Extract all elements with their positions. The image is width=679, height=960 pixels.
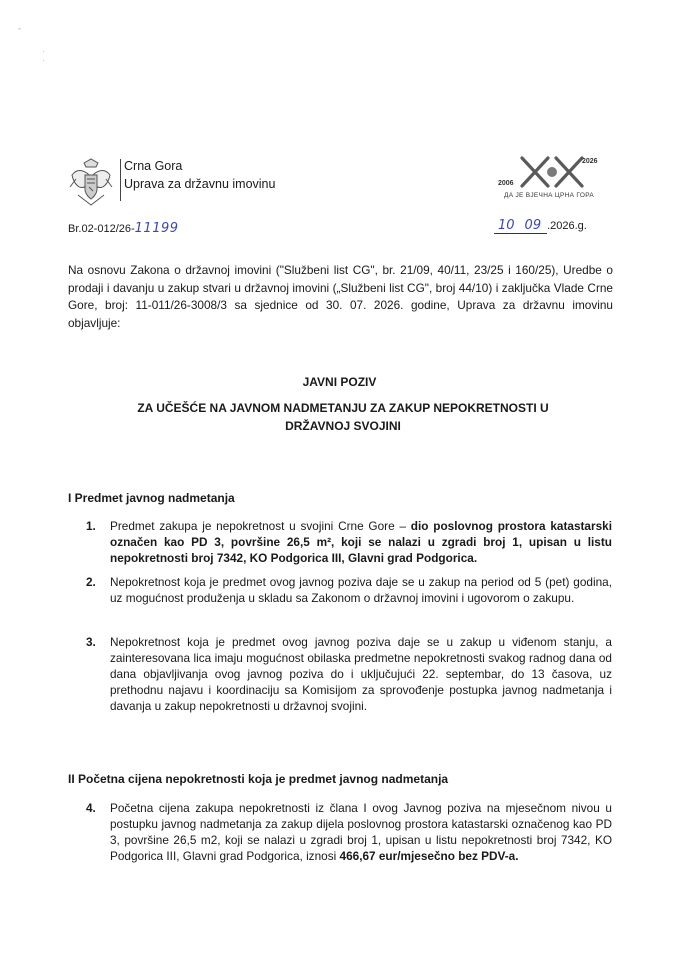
item-text-bold: dio poslovnog prostora katastarski označen kao PD 3, površine 26,5 m², koji se nalazi u zgradi broj 1, upisan u listu nepokretnosti broj 7342, KO Podgorica III, Glavni grad Podgorica. [110, 519, 612, 565]
reference-handwritten: 11199 [134, 221, 179, 236]
scan-mark-2: · · [42, 47, 45, 65]
logo-year-left: 2006 [498, 180, 514, 187]
item-text [110, 518, 612, 566]
item-text-plain: Početna cijena zakupa nepokretnosti iz člana I ovog Javnog poziva na mjesečnom nivou u postupku javnog nadmetanja za zakup dijela poslovnog prostora katastarski označenog kao PD 3, površine 26,5 m2, koji se nalazi u zgradi broj 1, upisan u listu nepokretnosti broj 7342, KO Podgorica III, Glavni grad Podgorica, iznosi [110, 801, 612, 863]
coat-of-arms-icon [68, 157, 114, 209]
date-day-handwritten: 10 [494, 218, 521, 234]
list-item [86, 634, 612, 714]
org-unit: Uprava za državnu imovinu [124, 177, 276, 191]
document-title: JAVNI POZIV [302, 375, 377, 389]
item-text-plain: Predmet zakupa je nepokretnost u svojini Crne Gore – [110, 519, 411, 533]
document-date [494, 218, 587, 234]
logo-year-right: 2026 [582, 158, 598, 165]
item-number: 2. [86, 575, 96, 589]
org-name: Crna Gora [124, 159, 183, 173]
scan-mark: ˆ [18, 27, 21, 37]
document-subtitle: ZA UČEŠĆE NA JAVNOM NADMETANJU ZA ZAKUP NEPOKRETNOSTI U DRŽAVNOJ SVOJINI [137, 401, 549, 433]
item-text: Nepokretnost koja je predmet ovog javnog poziva daje se u zakup u viđenom stanju, a zainteresovana lica imaju mogućnost obilaska predmetne nepokretnosti svakog radnog dana od dana objavljivanja ovog javnog poziva do i uključujući 22. septembar, do 13 časova, uz prethodnu najavu i koordinaciju sa Komisijom za sprovođenje postupka javnog nadmetanja i davanja u zakup nepokretnosti u državnoj svojini. [110, 635, 612, 713]
reference-prefix: Br.02-012/26- [68, 223, 135, 235]
letterhead-divider [120, 159, 121, 201]
logo-tagline: ДА ЈЕ ВЈЕЧНА ЦРНА ГОРА [504, 192, 595, 199]
date-month-handwritten: 09 [521, 218, 548, 234]
item-text [110, 800, 612, 864]
reference-number [68, 221, 179, 236]
list-item [86, 518, 612, 566]
list-item [86, 800, 612, 864]
list-item [86, 574, 612, 606]
anniversary-logo [498, 152, 608, 204]
item-number: 3. [86, 635, 96, 649]
section-heading: II Početna cijena nepokretnosti koja je predmet javnog nadmetanja [68, 772, 449, 786]
item-number: 1. [86, 519, 96, 533]
date-suffix: .2026.g. [547, 220, 587, 232]
intro-paragraph: Na osnovu Zakona o državnoj imovini ("Službeni list CG", br. 21/09, 40/11, 23/25 i 160/25), Uredbe o prodaji i davanju u zakup stvari u državnoj imovini („Službeni list CG", broj 44/10) i zaključka Vlade Crne Gore, broj: 11-011/26-3008/3 sa sjednice od 30. 07. 2026. godine, Uprava za državnu imovinu objavljuje: [68, 263, 613, 330]
item-text: Nepokretnost koja je predmet ovog javnog poziva daje se u zakup na period od 5 (pet) godina, uz mogućnost produženja u skladu sa Zakonom o državnoj imovini i ugovorom o zakupu. [110, 575, 612, 605]
item-number: 4. [86, 801, 96, 815]
section-heading: I Predmet javnog nadmetanja [68, 491, 235, 505]
item-text-bold: 466,67 eur/mjesečno bez PDV-a. [339, 849, 519, 863]
